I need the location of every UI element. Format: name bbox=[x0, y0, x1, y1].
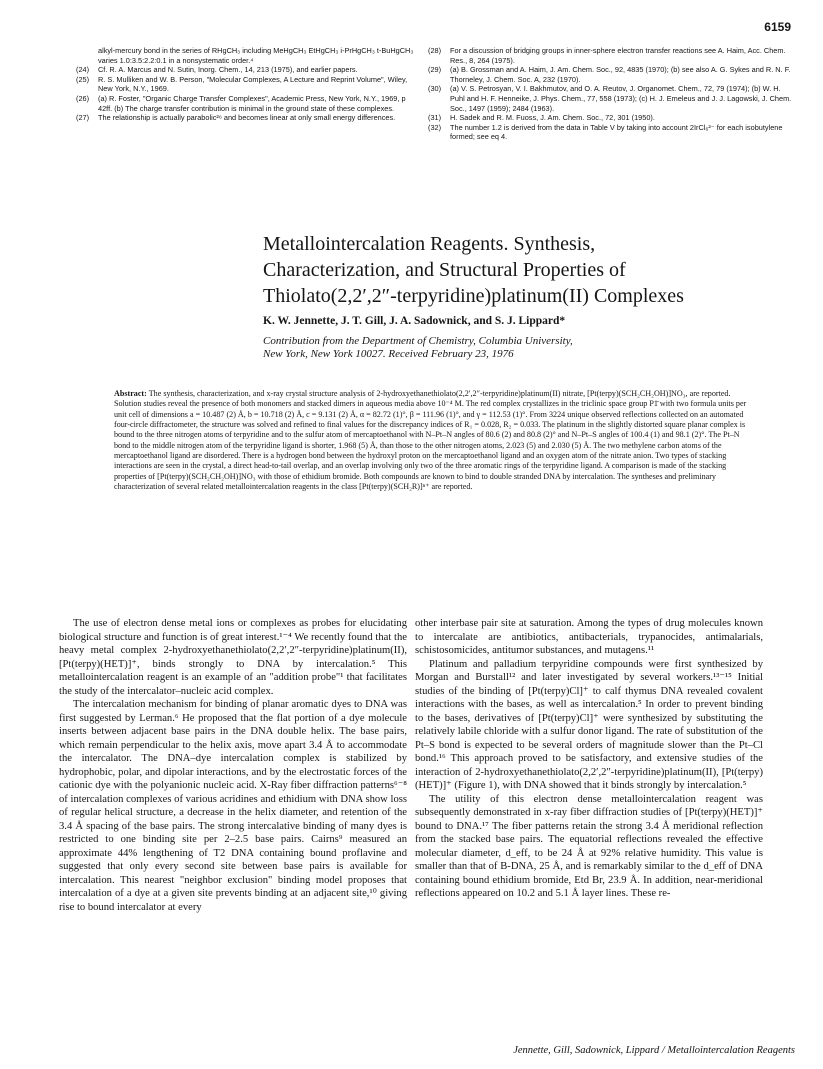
reference-text: H. Sadek and R. M. Fuoss, J. Am. Chem. Soc., 72, 301 (1950). bbox=[450, 113, 655, 123]
references-left-column bbox=[76, 46, 414, 123]
title-line: Metallointercalation Reagents. Synthesis, bbox=[263, 233, 596, 255]
abstract bbox=[114, 389, 750, 492]
reference-item bbox=[428, 123, 794, 142]
reference-number: (24) bbox=[76, 65, 90, 75]
affiliation-line: New York, New York 10027. Received February 23, 1976 bbox=[263, 347, 514, 360]
reference-text: alkyl-mercury bond in the series of RHgCH₃ including MeHgCH₃ EtHgCH₃ i-PrHgCH₃ t-BuHgCH₃ varies 1.0:3.5:2.2:0.1 in a nonsystematic order.⁴ bbox=[98, 46, 414, 65]
body-paragraph: Platinum and palladium terpyridine compounds were first synthesized by Morgan and Burstall¹² and later investigated by several workers.¹³⁻¹⁵ Initial studies of the binding of [Pt(terpy)Cl]⁺ to calf thymus DNA revealed covalent interactions with the bases, as well as intercalation.⁵ In order to prevent binding to the bases, derivatives of [Pt(terpy)Cl]⁺ were synthesized by substituting the relatively labile chloride with a sulfur donor ligand. The rate of substitution of the Pt–S bond is expected to be several orders of magnitude slower than the Pt–Cl bond.¹⁶ This approach proved to be satisfactory, and extensive studies of the interaction of 2-hydroxyethanethiolato(2,2′,2″-terpyridine)platinum(II), [Pt(terpy)(HET)]⁺ (Figure 1), with DNA showed that it binds strongly by intercalation.⁵ bbox=[415, 658, 763, 791]
reference-item bbox=[428, 46, 794, 65]
body-paragraph: The use of electron dense metal ions or complexes as probes for elucidating biological structure and function is of great interest.¹⁻⁴ We recently found that the heavy metal complex 2-hydroxyethanethiolato(2,2′,2″-terpyridine)platinum(II), [Pt(terpy)(HET)]⁺, binds strongly to DNA by intercalation.⁵ This metallointercalation reagent is an example of an "addition probe"¹ that facilitates the study of the intercalator–nucleic acid complex. bbox=[59, 618, 407, 697]
reference-item bbox=[76, 46, 414, 65]
reference-number: (32) bbox=[428, 122, 442, 132]
body-left-column bbox=[59, 617, 407, 914]
body-right-column bbox=[415, 617, 763, 901]
reference-text: R. S. Mulliken and W. B. Person, "Molecular Complexes, A Lecture and Reprint Volume", Wiley, New York, N.Y., 1969. bbox=[98, 74, 408, 94]
reference-number: (26) bbox=[76, 93, 90, 103]
reference-text: (a) V. S. Petrosyan, V. I. Bakhmutov, and O. A. Reutov, J. Organomet. Chem., 72, 79 (1974); (b) W. H. Puhl and H. F. Henneike, J. Phys. Chem., 77, 558 (1973); (c) H. J. Emeleus and J. J. Lagowski, J. Chem. Soc., 1497 (1959); 2484 (1963). bbox=[450, 84, 792, 113]
reference-text: The relationship is actually parabolic²⁶ and becomes linear at only small energy differences. bbox=[98, 113, 396, 123]
reference-text: Cf. R. A. Marcus and N. Sutin, Inorg. Chem., 14, 213 (1975), and earlier papers. bbox=[98, 65, 358, 75]
reference-item bbox=[76, 75, 414, 94]
reference-item bbox=[428, 84, 794, 113]
abstract-label: Abstract: bbox=[114, 389, 147, 398]
reference-text: (a) B. Grossman and A. Haim, J. Am. Chem. Soc., 92, 4835 (1970); (b) see also A. G. Sykes and R. N. F. Thorneley, J. Chem. Soc. A, 232 (1970). bbox=[450, 65, 791, 84]
reference-number: (31) bbox=[428, 113, 442, 123]
references-right-column bbox=[428, 46, 794, 142]
affiliation-line: Contribution from the Department of Chemistry, Columbia University, bbox=[263, 335, 573, 347]
affiliation bbox=[263, 335, 783, 360]
reference-item bbox=[428, 65, 794, 84]
reference-item bbox=[428, 113, 794, 123]
body-paragraph: The utility of this electron dense metallointercalation reagent was subsequently demonstrated in x-ray fiber diffraction studies of [Pt(terpy)(HET)]⁺ bound to DNA.¹⁷ The fiber patterns retain the strong 3.4 Å meridional reflection from the stacked base pairs. The equatorial reflections revealed the effective molecular diameter, d_eff, to be 24 Å at 92% relative humidity. This value is smaller than that of B-DNA, 25 Å, and is remarkably similar to the d_eff of DNA containing bound ethidium bromide, Etd Br, 23.9 Å. In addition, near-meridional reflections appeared on 10.2 and 5.1 Å layer lines. These re- bbox=[415, 793, 763, 899]
reference-item bbox=[76, 94, 414, 113]
reference-text: For a discussion of bridging groups in inner-sphere electron transfer reactions see A. Haim, Acc. Chem. Res., 8, 264 (1975). bbox=[450, 46, 786, 65]
author-list: K. W. Jennette, J. T. Gill, J. A. Sadownick, and S. J. Lippard* bbox=[263, 315, 566, 327]
reference-number: (29) bbox=[428, 65, 442, 75]
reference-number: (30) bbox=[428, 84, 442, 94]
body-paragraph: The intercalation mechanism for binding of planar aromatic dyes to DNA was first suggested by Lerman.⁶ He proposed that the flat portion of a dye molecule inserts between adjacent base pairs in the DNA double helix. The base pairs, which remain perpendicular to the helix axis, move apart 3.4 Å to accommodate the intercalator. The DNA–dye intercalation complex is stabilized by hydrophobic, polar, and dipolar interactions, and by the electrostatic forces of the cationic dye with the polyanionic nucleic acid. X-Ray fiber diffraction patterns⁶⁻⁸ of intercalation complexes of various acridines and ethidium with DNA show loss of regular helical structure, a decrease in the helix diameter, and retention of the 3.4 Å spacing of the base pairs. The strong intercalative binding of many dyes is restricted to one binding site per 2–2.5 base pairs. Cairns⁹ measured an approximate 44% lengthening of T2 DNA containing bound proflavine and suggested that only every second site between base pairs is available for intercalation. This nearest "neighbor exclusion" binding model proposes that intercalation of a dye at a given site prevents binding at an adjacent site,¹⁰ giving rise to bound intercalator at every bbox=[59, 699, 407, 913]
reference-item bbox=[76, 113, 414, 123]
title-line: Thiolato(2,2′,2″-terpyridine)platinum(II) Complexes bbox=[263, 285, 684, 307]
running-footer: Jennette, Gill, Sadownick, Lippard / Metallointercalation Reagents bbox=[513, 1045, 795, 1056]
reference-number: (28) bbox=[428, 46, 442, 55]
reference-number: (25) bbox=[76, 74, 90, 84]
page-number: 6159 bbox=[764, 20, 791, 34]
reference-text: The number 1.2 is derived from the data in Table V by taking into account 2IrCl₆²⁻ for each isobutylene formed; see eq 4. bbox=[450, 122, 783, 142]
reference-number: (27) bbox=[76, 113, 90, 123]
body-paragraph: other interbase pair site at saturation. Among the types of drug molecules known to intercalate are antibiotics, antibacterials, trypanocides, antimalarials, schistosomicides, antitumor substances, and mutagens.¹¹ bbox=[415, 618, 763, 656]
article-title bbox=[263, 231, 793, 309]
reference-text: (a) R. Foster, "Organic Charge Transfer Complexes", Academic Press, New York, N.Y., 1969, p 42ff. (b) The charge transfer contribution is minimal in the ground state of these complexes. bbox=[98, 93, 406, 113]
title-line: Characterization, and Structural Properties of bbox=[263, 259, 626, 281]
reference-item bbox=[76, 65, 414, 75]
abstract-text: The synthesis, characterization, and x-ray crystal structure analysis of 2-hydroxyethanethiolato(2,2′,2″-terpyridine)platinum(II) nitrate, [Pt(terpy)(SCH₂CH₂OH)]NO₃, are reported. Solution studies reveal the presence of both monomers and stacked dimers in aqueous media above 10⁻⁴ M. The red complex crystallizes in the triclinic space group P1̄ with two formula units per unit cell of dimensions a = 10.487 (2) Å, b = 10.718 (2) Å, c = 9.131 (2) Å, α = 82.72 (1)°, β = 111.96 (1)°, and γ = 112.53 (1)°. From 3224 unique observed reflections collected on an automated four-circle diffractometer, the structure was solved and refined to final values for the discrepancy indices of R₁ = 0.028, R₂ = 0.033. The platinum in the slightly distorted square planar complex is bound to the three nitrogen atoms of terpyridine and to the sulfur atom of mercaptoethanol with N–Pt–N angles of 80.6 (2) and 80.8 (2)° and N–Pt–S angles of 100.4 (1) and 98.1 (2)°. The Pt–N bond to the middle nitrogen atom of the terpyridine ligand is shorter, 1.968 (5) Å, than those to the other nitrogen atoms, 2.023 (5) and 2.030 (5) Å. The two methylene carbon atoms of the mercaptoethanol ligand are disordered. There is a hydrogen bond between the hydroxyl proton on the mercaptoethanol ligand and an oxygen atom of the nitrate anion. Two types of stacking interactions are seen in the crystal, a direct head-to-tail overlap, and an overlap involving only two of the three aromatic rings of the terpyridine ligand. A comparison is made of the stacking properties of [Pt(terpy)(SCH₂CH₂OH)]NO₃ with those of ethidium bromide. Both compounds are known to bind to double stranded DNA by intercalation. The syntheses and preliminary characterization of several related metallointercalation reagents in the class [Pt(terpy)(SCH₂R)]ⁿ⁺ are reported. bbox=[114, 389, 747, 491]
